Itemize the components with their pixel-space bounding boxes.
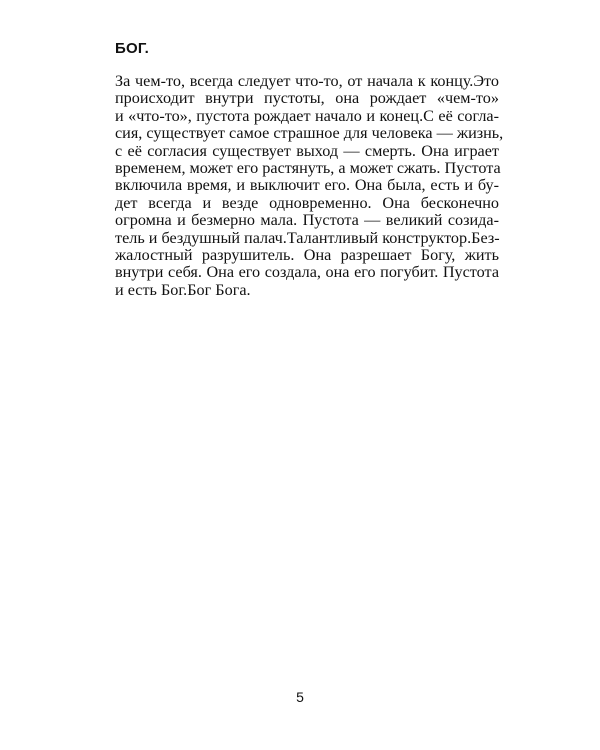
- paragraph-line: с её согласия существует выход — смерть. Она играет: [115, 141, 499, 160]
- page-number: 5: [296, 689, 304, 705]
- paragraph-line: внутри себя. Она его создала, она его погубит. Пустота: [115, 263, 499, 282]
- paragraph-line: За чем-то, всегда следует что-то, от начала к концу.Это: [115, 72, 499, 90]
- paragraph-line: происходит внутри пустоты, она рождает «чем-то»: [115, 89, 499, 108]
- paragraph-line: тель и бездушный палач.Талантливый конструктор.Без-: [115, 228, 500, 247]
- paragraph-line: и «что-то», пустота рождает начало и конец.С её согла-: [115, 106, 499, 125]
- paragraph-line: огромна и безмерно мала. Пустота — великий созида-: [115, 211, 499, 230]
- page-title: БОГ.: [115, 40, 150, 57]
- body-paragraph: [115, 72, 504, 299]
- paragraph-line: жалостный разрушитель. Она разрешает Богу, жить: [115, 245, 499, 264]
- paragraph-line: сия, существует самое страшное для человека — жизнь,: [115, 124, 504, 143]
- paragraph-line: и есть Бог.Бог Бога.: [115, 280, 251, 299]
- paragraph-line: дет всегда и везде одновременно. Она бесконечно: [115, 193, 499, 212]
- paragraph-line: временем, может его растянуть, а может сжать. Пустота: [115, 158, 501, 177]
- paragraph-line: включила время, и выключит его. Она была, есть и бу-: [115, 176, 499, 195]
